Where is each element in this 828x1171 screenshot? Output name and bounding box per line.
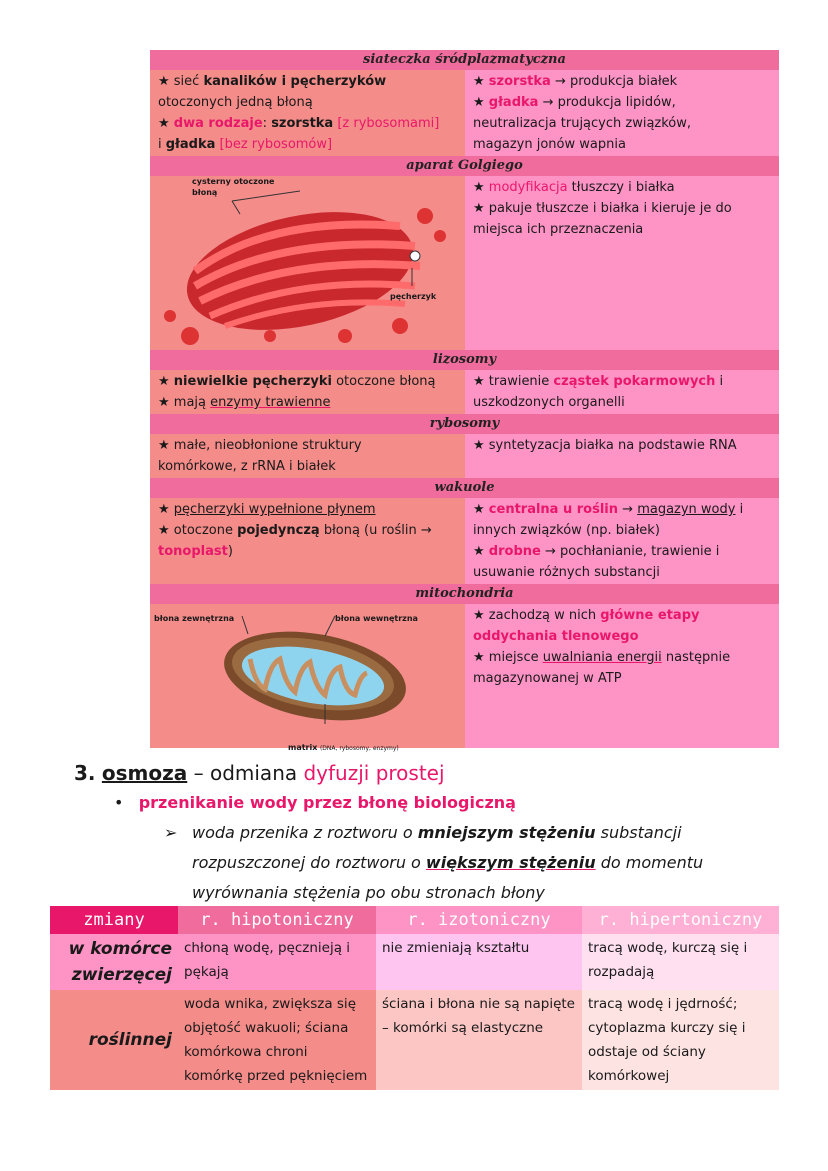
table-cell: nie zmieniają kształtu (376, 934, 582, 990)
osmosis-description: ➢ woda przenika z roztworu o mniejszym stężeniu substancji rozpuszczonej do roztworu o większym stężeniu do momentu wyrównania stężenia po obu stronach błony (164, 818, 792, 908)
ribosomes-right: ★ syntetyzacja białka na podstawie RNA (465, 434, 779, 478)
golgi-label-vesicle: pęcherzyk (390, 292, 437, 301)
osmosis-section (74, 758, 794, 908)
mitochondria-right: ★ zachodzą w nich główne etapy oddychania tlenowego ★ miejsce uwalniania energii następnie magazynowanej w ATP (465, 604, 779, 748)
golgi-image-cell: cysterny otoczone błoną pęcherzyk (150, 176, 465, 350)
er-header: siateczka śródplazmatyczna (150, 50, 779, 70)
definition-bullet: • przenikanie wody przez błonę biologiczną (114, 793, 516, 812)
mitochondria-header: mitochondria (150, 584, 779, 604)
golgi-right: ★ modyfikacja tłuszczy i białka ★ pakuje tłuszcze i białka i kieruje je do miejsca ich przeznaczenia (465, 176, 779, 350)
lysosomes-header: lizosomy (150, 350, 779, 370)
table-row (50, 990, 779, 1090)
table-header: r. izotoniczny (376, 906, 582, 934)
table-cell: tracą wodę, kurczą się i rozpadają (582, 934, 779, 990)
table-header: zmiany (50, 906, 178, 934)
er-left: ★ sieć kanalików i pęcherzyków otoczonych jedną błoną ★ dwa rodzaje: szorstka [z rybosomami] i gładka [bez rybosomów] (150, 70, 465, 156)
vacuoles-header: wakuole (150, 478, 779, 498)
lysosomes-row (150, 370, 779, 414)
golgi-label-cisternae: cysterny otoczone (192, 177, 275, 186)
table-row (50, 934, 779, 990)
table-cell: chłoną wodę, pęcznieją i pękają (178, 934, 376, 990)
er-right: ★ szorstka → produkcja białek ★ gładka → produkcja lipidów, neutralizacja trujących związków, magazyn jonów wapnia (465, 70, 779, 156)
mito-label-outer-membrane: błona zewnętrzna (154, 614, 235, 623)
vacuoles-right: ★ centralna u roślin → magazyn wody i innych związków (np. białek) ★ drobne → pochłanianie, trawienie i usuwanie różnych substancji (465, 498, 779, 584)
row-label-plant: roślinnej (50, 990, 178, 1090)
table-cell: woda wnika, zwiększa się objętość wakuoli; ściana komórkowa chroni komórkę przed pęknięciem (178, 990, 376, 1090)
vacuoles-left: ★ pęcherzyki wypełnione płynem ★ otoczone pojedynczą błoną (u roślin → tonoplast) (150, 498, 465, 584)
ribosomes-row (150, 434, 779, 478)
section-heading: 3. osmoza – odmiana dyfuzji prostej (74, 761, 445, 785)
mito-label-inner-membrane: błona wewnętrzna (335, 614, 418, 623)
mitochondria-row (150, 604, 779, 752)
vacuoles-row (150, 498, 779, 584)
table-header-row (50, 906, 779, 934)
table-cell: ściana i błona nie są napięte – komórki są elastyczne (376, 990, 582, 1090)
row-label-animal: w komórce zwierzęcej (50, 934, 178, 990)
table-header: r. hipertoniczny (582, 906, 779, 934)
table-header: r. hipotoniczny (178, 906, 376, 934)
ribosomes-header: rybosomy (150, 414, 779, 434)
lysosomes-left: ★ niewielkie pęcherzyki otoczone błoną ★ mają enzymy trawienne (150, 370, 465, 414)
mitochondria-image-cell: błona zewnętrzna błona wewnętrzna matrix (DNA, rybosomy, enzymy) (150, 604, 465, 748)
arrow-bullet-icon: ➢ (164, 823, 178, 842)
mito-label-matrix: matrix (288, 743, 318, 752)
golgi-apparatus-illustration (150, 176, 465, 350)
er-row (150, 70, 779, 156)
ribosomes-left: ★ małe, nieobłonione struktury komórkowe, z rRNA i białek (150, 434, 465, 478)
table-cell: tracą wodę i jędrność; cytoplazma kurczy się i odstaje od ściany komórkowej (582, 990, 779, 1090)
golgi-row (150, 176, 779, 350)
osmosis-table (50, 906, 779, 1090)
golgi-header: aparat Golgiego (150, 156, 779, 176)
lysosomes-right: ★ trawienie cząstek pokarmowych i uszkodzonych organelli (465, 370, 779, 414)
organelle-table (150, 50, 779, 752)
